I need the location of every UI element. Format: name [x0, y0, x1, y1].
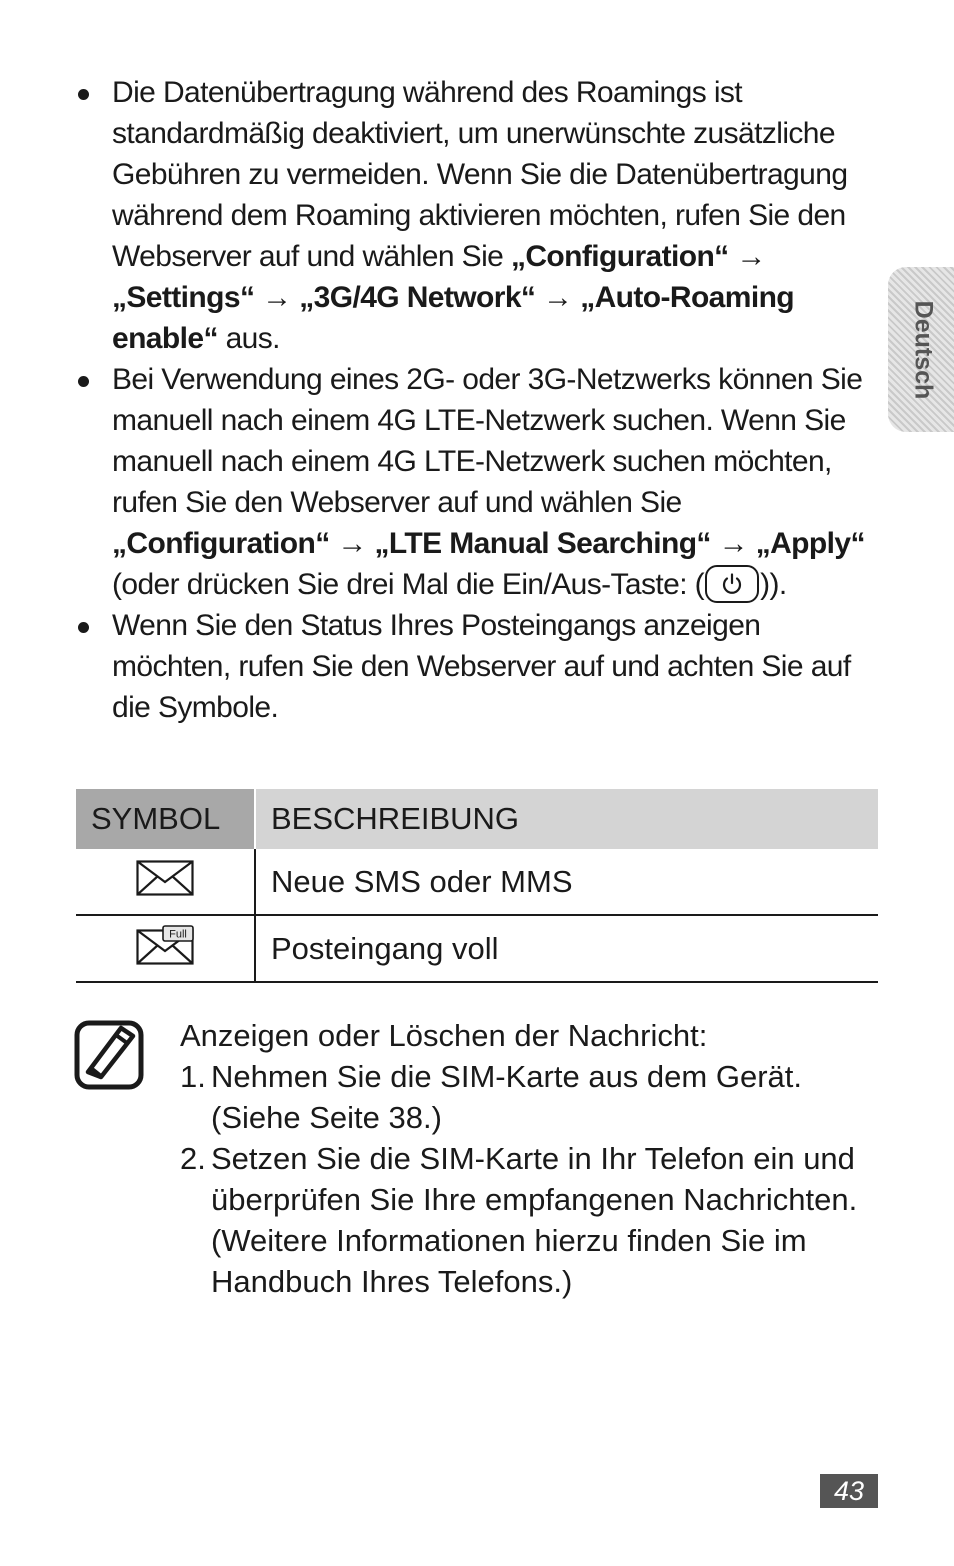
language-side-tab	[888, 267, 954, 432]
description-cell: Posteingang voll	[255, 915, 878, 982]
menu-path: „Configuration“	[112, 527, 330, 560]
note-step: 2. Setzen Sie die SIM-Karte in Ihr Telefon ein und überprüfen Sie Ihre empfangenen Nachrichten. (Weitere Informationen hierzu finden Sie im Handbuch Ihres Telefons.)	[180, 1141, 858, 1299]
page-number: 43	[820, 1474, 878, 1508]
bullet-dot	[78, 622, 89, 633]
note-box	[180, 1015, 870, 1302]
menu-path: „LTE Manual Searching“	[374, 527, 711, 560]
power-button-icon	[705, 565, 759, 603]
envelope-full-icon	[136, 925, 194, 965]
header-description: BESCHREIBUNG	[255, 789, 878, 849]
symbol-cell	[76, 849, 255, 915]
table-row	[76, 849, 878, 915]
envelope-icon	[136, 860, 194, 896]
symbol-table	[76, 789, 878, 983]
bullet-dot	[78, 376, 89, 387]
symbol-cell	[76, 915, 255, 982]
bullet-lte-search: Bei Verwendung eines 2G- oder 3G-Netzwerks können Sie manuell nach einem 4G LTE-Netzwerk suchen. Wenn Sie manuell nach einem 4G LTE-Netzwerk suchen möchten, rufen Sie den Webserver auf und wählen Sie „Configuration“ → „LTE Manual Searching“ → „Apply“ (oder drücken Sie drei Mal die Ein/Aus-Taste: ( )).	[74, 359, 874, 605]
note-title: Anzeigen oder Löschen der Nachricht:	[180, 1018, 708, 1053]
bullet-dot	[78, 89, 89, 100]
bullet-list	[74, 72, 874, 728]
table-header-row	[76, 789, 878, 849]
full-badge: Full	[169, 928, 187, 940]
bullet-roaming: Die Datenübertragung während des Roamings ist standardmäßig deaktiviert, um unerwünschte zusätzliche Gebühren zu vermeiden. Wenn Sie die Datenübertragung während dem Roaming aktivieren möchten, rufen Sie den Webserver auf und wählen Sie „Configuration“ → „Settings“ → „3G/4G Network“ → „Auto-Roaming enable“ aus.	[74, 72, 874, 359]
menu-path: „Auto-Roaming enable“	[112, 281, 795, 355]
header-symbol: SYMBOL	[76, 789, 255, 849]
bullet-inbox-status: Wenn Sie den Status Ihres Posteingangs anzeigen möchten, rufen Sie den Webserver auf und achten Sie auf die Symbole.	[74, 605, 874, 728]
menu-path: „Configuration“	[510, 240, 729, 273]
note-pencil-icon	[74, 1020, 144, 1090]
menu-path: „3G/4G Network“	[299, 281, 536, 314]
table-row	[76, 915, 878, 982]
description-cell: Neue SMS oder MMS	[255, 849, 878, 915]
menu-path: „Apply“	[755, 527, 865, 560]
note-step: 1. Nehmen Sie die SIM-Karte aus dem Gerät. (Siehe Seite 38.)	[180, 1059, 802, 1135]
note-steps	[180, 1056, 870, 1302]
menu-path: „Settings“	[112, 281, 255, 314]
language-label: Deutsch	[909, 300, 938, 399]
